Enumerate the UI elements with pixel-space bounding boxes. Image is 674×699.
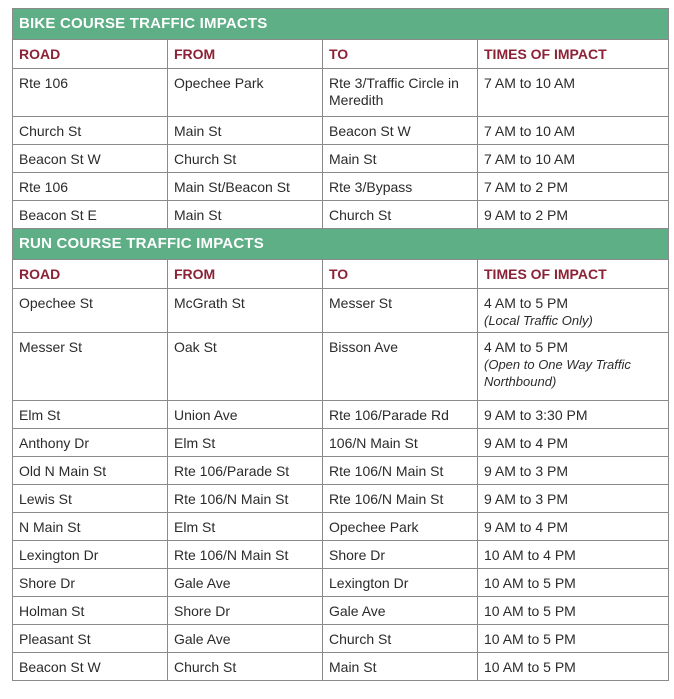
road-cell: Beacon St W <box>13 653 168 681</box>
run-column-headers <box>13 260 669 289</box>
times-cell: 9 AM to 4 PM <box>478 429 669 457</box>
bike-section-title: BIKE COURSE TRAFFIC IMPACTS <box>13 9 669 40</box>
to-cell: Lexington Dr <box>323 569 478 597</box>
to-cell: Beacon St W <box>323 117 478 145</box>
to-cell: Church St <box>323 625 478 653</box>
from-cell: Rte 106/N Main St <box>168 485 323 513</box>
road-cell: Beacon St E <box>13 201 168 229</box>
times-cell: 9 AM to 3:30 PM <box>478 401 669 429</box>
road-cell: Shore Dr <box>13 569 168 597</box>
road-cell: Beacon St W <box>13 145 168 173</box>
from-cell: Rte 106/Parade St <box>168 457 323 485</box>
from-cell: Union Ave <box>168 401 323 429</box>
road-cell: Pleasant St <box>13 625 168 653</box>
column-header-to: TO <box>323 40 478 69</box>
to-cell: Messer St <box>323 289 478 333</box>
to-cell: Bisson Ave <box>323 333 478 401</box>
from-cell: Church St <box>168 653 323 681</box>
from-cell: Rte 106/N Main St <box>168 541 323 569</box>
run-section-header <box>13 229 669 260</box>
table-row <box>13 173 669 201</box>
times-cell <box>478 333 669 401</box>
times-cell: 7 AM to 10 AM <box>478 145 669 173</box>
column-header-road: ROAD <box>13 260 168 289</box>
road-cell: Church St <box>13 117 168 145</box>
bike-column-headers <box>13 40 669 69</box>
to-cell: Rte 106/N Main St <box>323 485 478 513</box>
table-row <box>13 485 669 513</box>
road-cell: Rte 106 <box>13 173 168 201</box>
table-row <box>13 69 669 117</box>
column-header-times: TIMES OF IMPACT <box>478 260 669 289</box>
from-cell: Main St <box>168 201 323 229</box>
from-cell: Oak St <box>168 333 323 401</box>
times-cell: 10 AM to 5 PM <box>478 597 669 625</box>
from-cell: McGrath St <box>168 289 323 333</box>
to-cell: Church St <box>323 201 478 229</box>
table-row <box>13 117 669 145</box>
times-value: 4 AM to 5 PM <box>484 295 569 311</box>
table-row <box>13 513 669 541</box>
table-row <box>13 401 669 429</box>
to-cell: 106/N Main St <box>323 429 478 457</box>
times-cell: 9 AM to 3 PM <box>478 457 669 485</box>
road-cell: N Main St <box>13 513 168 541</box>
from-cell: Gale Ave <box>168 625 323 653</box>
to-cell: Rte 3/Bypass <box>323 173 478 201</box>
from-cell: Elm St <box>168 429 323 457</box>
times-cell: 7 AM to 10 AM <box>478 69 669 117</box>
times-cell: 9 AM to 2 PM <box>478 201 669 229</box>
column-header-to: TO <box>323 260 478 289</box>
table-row <box>13 597 669 625</box>
road-cell: Anthony Dr <box>13 429 168 457</box>
times-cell: 10 AM to 4 PM <box>478 541 669 569</box>
table-row <box>13 457 669 485</box>
column-header-times: TIMES OF IMPACT <box>478 40 669 69</box>
to-cell: Rte 106/N Main St <box>323 457 478 485</box>
road-cell: Lewis St <box>13 485 168 513</box>
bike-section-header <box>13 9 669 40</box>
column-header-from: FROM <box>168 260 323 289</box>
times-cell: 9 AM to 4 PM <box>478 513 669 541</box>
from-cell: Main St/Beacon St <box>168 173 323 201</box>
from-cell: Main St <box>168 117 323 145</box>
to-cell: Shore Dr <box>323 541 478 569</box>
table-row <box>13 625 669 653</box>
from-cell: Church St <box>168 145 323 173</box>
times-cell <box>478 289 669 333</box>
to-cell: Opechee Park <box>323 513 478 541</box>
times-cell: 10 AM to 5 PM <box>478 653 669 681</box>
from-cell: Elm St <box>168 513 323 541</box>
to-cell: Main St <box>323 145 478 173</box>
to-cell: Rte 3/Traffic Circle in Meredith <box>323 69 478 117</box>
times-cell: 10 AM to 5 PM <box>478 625 669 653</box>
road-cell: Elm St <box>13 401 168 429</box>
column-header-road: ROAD <box>13 40 168 69</box>
run-section-title: RUN COURSE TRAFFIC IMPACTS <box>13 229 669 260</box>
traffic-impacts-table <box>12 8 669 681</box>
traffic-impacts-sheet <box>12 8 668 681</box>
road-cell: Rte 106 <box>13 69 168 117</box>
to-cell: Rte 106/Parade Rd <box>323 401 478 429</box>
road-cell: Opechee St <box>13 289 168 333</box>
table-row <box>13 333 669 401</box>
times-value: 4 AM to 5 PM <box>484 339 569 355</box>
table-row <box>13 541 669 569</box>
from-cell: Shore Dr <box>168 597 323 625</box>
from-cell: Opechee Park <box>168 69 323 117</box>
from-cell: Gale Ave <box>168 569 323 597</box>
times-cell: 10 AM to 5 PM <box>478 569 669 597</box>
traffic-note: (Open to One Way Traffic Northbound) <box>484 357 631 389</box>
to-cell: Main St <box>323 653 478 681</box>
times-cell: 7 AM to 2 PM <box>478 173 669 201</box>
road-cell: Lexington Dr <box>13 541 168 569</box>
road-cell: Holman St <box>13 597 168 625</box>
to-cell: Gale Ave <box>323 597 478 625</box>
road-cell: Old N Main St <box>13 457 168 485</box>
column-header-from: FROM <box>168 40 323 69</box>
table-row <box>13 569 669 597</box>
table-row <box>13 653 669 681</box>
times-cell: 7 AM to 10 AM <box>478 117 669 145</box>
table-row <box>13 201 669 229</box>
table-row <box>13 145 669 173</box>
times-cell: 9 AM to 3 PM <box>478 485 669 513</box>
table-row <box>13 429 669 457</box>
road-cell: Messer St <box>13 333 168 401</box>
table-row <box>13 289 669 333</box>
traffic-note: (Local Traffic Only) <box>484 313 593 328</box>
